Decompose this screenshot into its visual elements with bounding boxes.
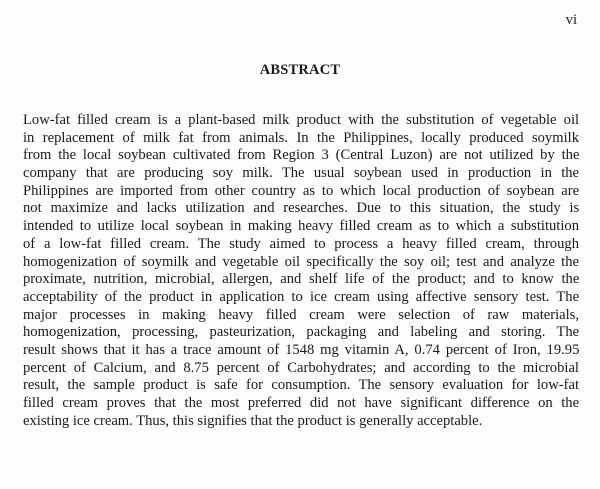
abstract-line: not maximize and lacks utilization and researches. Due to this situation, the study is: [23, 200, 580, 217]
abstract-line: filled cream proves that the most preferred did not have significant difference on the: [23, 395, 580, 411]
abstract-line: Philippines are imported from other country as to which local production of soybean are: [23, 182, 580, 199]
abstract-line: of a low-fat filled cream. The study aimed to process a heavy filled cream, through: [23, 235, 579, 252]
page-number: vi: [565, 12, 577, 28]
abstract-line: result shows that it has a trace amount of 1548 mg vitamin A, 0.74 percent of Iron, 19.95: [23, 341, 580, 358]
abstract-line: existing ice cream. Thus, this signifies that the product is generally acceptable.: [23, 412, 483, 429]
abstract-line: Low-fat filled cream is a plant-based milk product with the substitution of vegetable oil: [23, 112, 580, 128]
abstract-line: homogenization, processing, pasteurization, packaging and labeling and storing. The: [23, 324, 580, 341]
abstract-line: homogenization of soymilk and vegetable oil specifically the soy oil; test and analyze the: [23, 253, 579, 270]
abstract-line: acceptability of the product in application to ice cream using affective sensory test. The: [23, 288, 580, 305]
abstract-paragraph: [23, 112, 579, 430]
abstract-line: major processes in making heavy filled cream were selection of raw materials,: [23, 306, 579, 323]
abstract-line: percent of Calcium, and 8.75 percent of Carbohydrates; and according to the microbial: [23, 359, 579, 376]
abstract-line: company that are producing soy milk. The usual soybean used in production in the: [23, 165, 580, 182]
abstract-line: result, the sample product is safe for consumption. The sensory evaluation for low-fat: [23, 377, 579, 394]
abstract-line: intended to utilize local soybean in making heavy filled cream as to which a substitution: [23, 218, 579, 235]
abstract-line: proximate, nutrition, microbial, allergen, and shelf life of the product; and to know the: [23, 271, 580, 288]
abstract-line: from the local soybean cultivated from Region 3 (Central Luzon) are not utilized by the: [23, 147, 580, 164]
abstract-heading: ABSTRACT: [259, 62, 341, 78]
abstract-line: in replacement of milk fat from animals. In the Philippines, locally produced soymilk: [23, 129, 579, 146]
